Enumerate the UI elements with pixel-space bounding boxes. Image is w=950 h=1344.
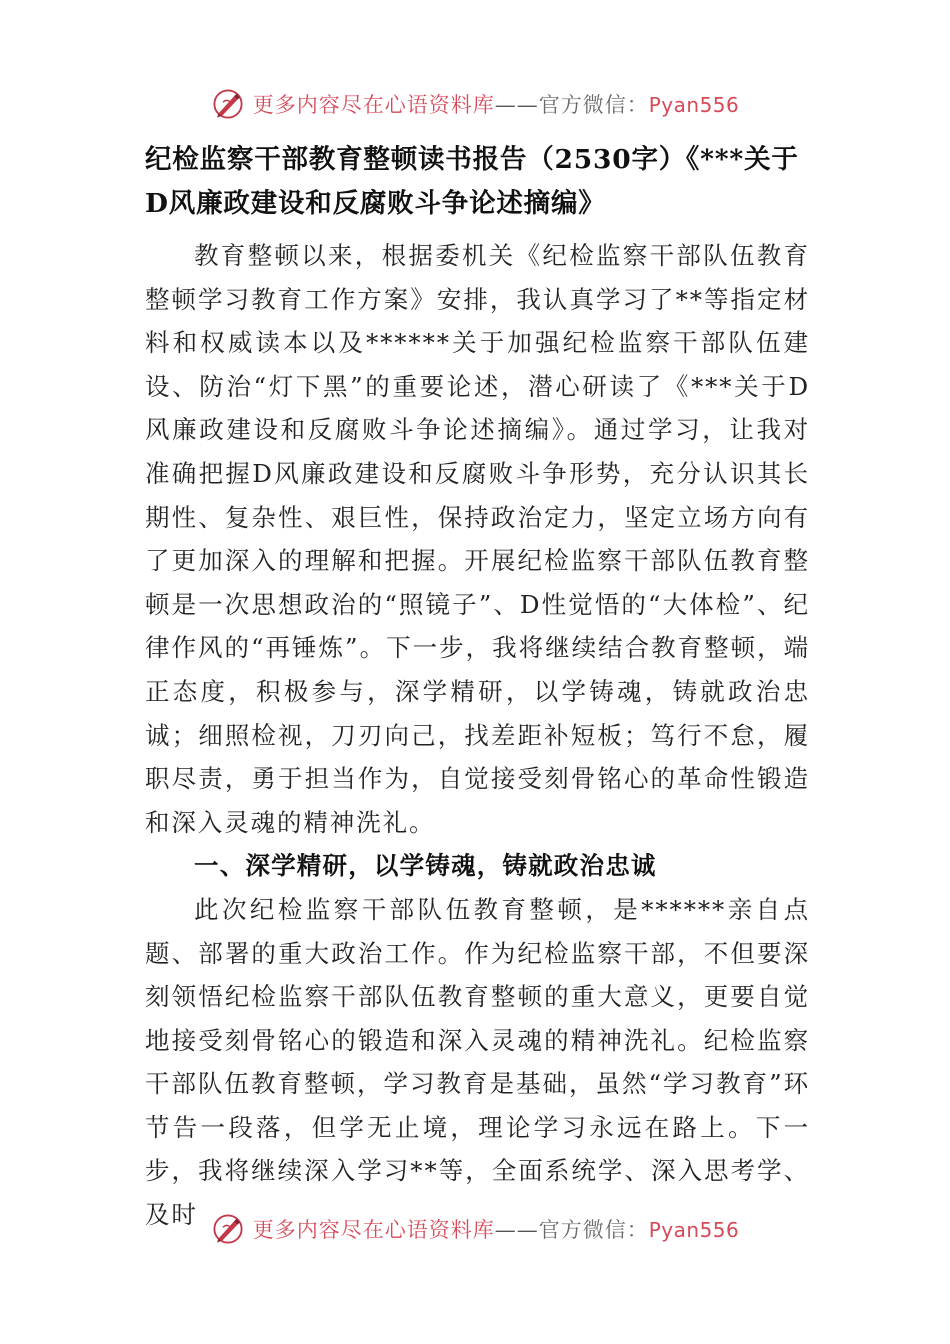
watermark-separator: ——	[494, 1218, 539, 1242]
watermark-text	[253, 1214, 740, 1244]
pen-logo-icon	[211, 1212, 245, 1246]
document-title: 纪检监察干部教育整顿读书报告（2530字）《***关于D风廉政建设和反腐败斗争论述摘编》	[145, 144, 799, 219]
watermark-label: 官方微信：	[538, 93, 649, 117]
watermark-header	[0, 82, 950, 126]
watermark-label: 官方微信：	[538, 1218, 649, 1242]
watermark-wechat-id: Pyan556	[648, 1218, 740, 1242]
watermark-brand: 更多内容尽在心语资料库	[252, 1218, 495, 1242]
pen-logo-icon	[211, 87, 245, 121]
document-body	[145, 138, 810, 1237]
section-heading: 一、深学精研，以学铸魂，铸就政治忠诚	[194, 851, 657, 881]
watermark-text	[253, 89, 740, 119]
watermark-brand: 更多内容尽在心语资料库	[252, 93, 495, 117]
watermark-wechat-id: Pyan556	[648, 93, 740, 117]
watermark-separator: ——	[494, 93, 539, 117]
intro-paragraph: 教育整顿以来，根据委机关《纪检监察干部队伍教育整顿学习教育工作方案》安排，我认真学习了**等指定材料和权威读本以及******关于加强纪检监察干部队伍建设、防治“灯下黑”的重要论述，潜心研读了《***关于D风廉政建设和反腐败斗争论述摘编》。通过学习，让我对准确把握D风廉政建设和反腐败斗争形势，充分认识其长期性、复杂性、艰巨性，保持政治定力，坚定立场方向有了更加深入的理解和把握。开展纪检监察干部队伍教育整顿是一次思想政治的“照镜子”、D性觉悟的“大体检”、纪律作风的“再锤炼”。下一步，我将继续结合教育整顿，端正态度，积极参与，深学精研，以学铸魂，铸就政治忠诚；细照检视，刀刃向己，找差距补短板；笃行不怠，履职尽责，勇于担当作为，自觉接受刻骨铭心的革命性锻造和深入灵魂的精神洗礼。	[145, 241, 810, 837]
section-paragraph: 此次纪检监察干部队伍教育整顿，是******亲自点题、部署的重大政治工作。作为纪检监察干部，不但要深刻领悟纪检监察干部队伍教育整顿的重大意义，更要自觉地接受刻骨铭心的锻造和深入灵魂的精神洗礼。纪检监察干部队伍教育整顿，学习教育是基础，虽然“学习教育”环节告一段落，但学无止境，理论学习永远在路上。下一步，我将继续深入学习**等，全面系统学、深入思考学、及时	[145, 894, 810, 1230]
watermark-footer	[0, 1207, 950, 1251]
